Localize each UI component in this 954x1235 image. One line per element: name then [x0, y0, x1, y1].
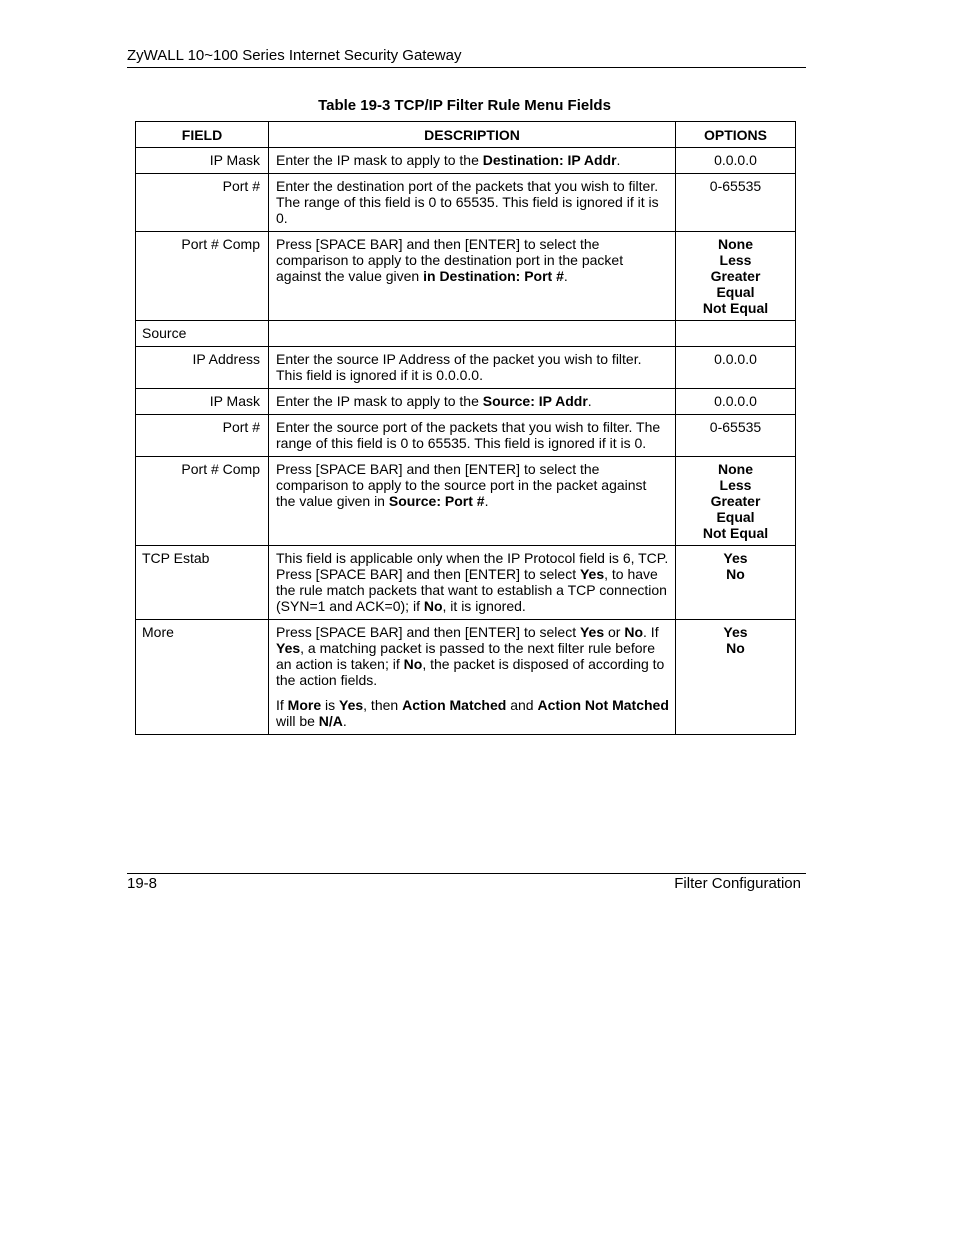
- field-name: IP Mask: [136, 148, 269, 174]
- table-header-row: [136, 122, 796, 148]
- table-row: [136, 174, 796, 232]
- footer-divider: [127, 873, 806, 874]
- table-row: [136, 457, 796, 546]
- field-options: 0.0.0.0: [676, 148, 796, 174]
- field-description: Enter the source IP Address of the packet you wish to filter. This field is ignored if it is 0.0.0.0.: [269, 347, 676, 389]
- table-row: [136, 546, 796, 620]
- table-row: [136, 415, 796, 457]
- field-description: Enter the source port of the packets that you wish to filter. The range of this field is 0 to 65535. This field is ignored if it is 0.: [269, 415, 676, 457]
- field-options: Yes No: [676, 546, 796, 620]
- column-header-description: DESCRIPTION: [269, 122, 676, 148]
- table-row: [136, 232, 796, 321]
- field-name: IP Address: [136, 347, 269, 389]
- field-options: None Less Greater Equal Not Equal: [676, 232, 796, 321]
- column-header-options: OPTIONS: [676, 122, 796, 148]
- field-description: Press [SPACE BAR] and then [ENTER] to select Yes or No. If Yes, a matching packet is passed to the next filter rule before an action is taken; if No, the packet is disposed of according to the action fields. If More is Yes, then Action Matched and Action Not Matched will be N/A.: [269, 620, 676, 735]
- field-name: Port # Comp: [136, 232, 269, 321]
- section-name: Source: [136, 321, 269, 347]
- field-description: Press [SPACE BAR] and then [ENTER] to select the comparison to apply to the destination port in the packet against the value given in Destination: Port #.: [269, 232, 676, 321]
- running-header-title: ZyWALL 10~100 Series Internet Security Gateway: [127, 47, 462, 64]
- field-description: Enter the IP mask to apply to the Destination: IP Addr.: [269, 148, 676, 174]
- section-title: Filter Configuration: [674, 875, 801, 892]
- field-options: 0-65535: [676, 415, 796, 457]
- field-description: [269, 321, 676, 347]
- field-options: 0.0.0.0: [676, 389, 796, 415]
- field-options: 0.0.0.0: [676, 347, 796, 389]
- field-description: This field is applicable only when the IP Protocol field is 6, TCP. Press [SPACE BAR] and then [ENTER] to select Yes, to have the rule match packets that want to establish a TCP connection (SYN=1 and ACK=0); if No, it is ignored.: [269, 546, 676, 620]
- field-name: More: [136, 620, 269, 735]
- table-row: [136, 347, 796, 389]
- page-number: 19-8: [127, 875, 158, 892]
- field-name: TCP Estab: [136, 546, 269, 620]
- field-description: Press [SPACE BAR] and then [ENTER] to select the comparison to apply to the source port in the packet against the value given in Source: Port #.: [269, 457, 676, 546]
- table-row-section: [136, 321, 796, 347]
- table-caption: Table 19-3 TCP/IP Filter Rule Menu Fields: [318, 97, 611, 114]
- field-name: Port # Comp: [136, 457, 269, 546]
- column-header-field: FIELD: [136, 122, 269, 148]
- field-options: None Less Greater Equal Not Equal: [676, 457, 796, 546]
- field-options: [676, 321, 796, 347]
- field-name: IP Mask: [136, 389, 269, 415]
- field-name: Port #: [136, 415, 269, 457]
- field-options: 0-65535: [676, 174, 796, 232]
- table-row: [136, 620, 796, 735]
- table-row: [136, 389, 796, 415]
- field-options: Yes No: [676, 620, 796, 735]
- field-description: Enter the destination port of the packets that you wish to filter. The range of this field is 0 to 65535. This field is ignored if it is 0.: [269, 174, 676, 232]
- filter-rule-fields-table: [135, 121, 796, 735]
- header-divider: [127, 67, 806, 68]
- field-description: Enter the IP mask to apply to the Source: IP Addr.: [269, 389, 676, 415]
- table-row: [136, 148, 796, 174]
- field-name: Port #: [136, 174, 269, 232]
